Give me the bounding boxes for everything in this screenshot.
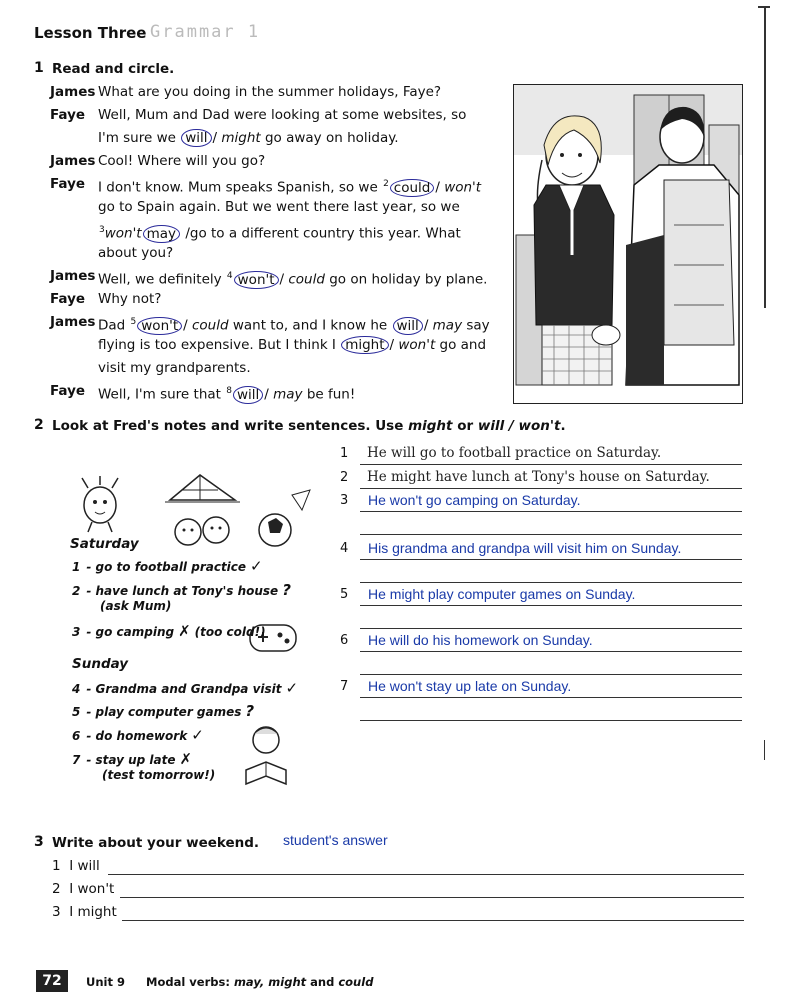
write-row-prompt: I might	[69, 904, 117, 920]
option-separator: /	[435, 179, 445, 196]
answer-line-extra[interactable]	[360, 700, 742, 721]
dialogue-line	[50, 150, 500, 173]
note-text: - go camping	[86, 625, 175, 639]
option-circled[interactable]: may	[143, 225, 180, 243]
speaker-name: Faye	[50, 107, 86, 123]
option-circled[interactable]: won't	[234, 271, 279, 289]
speaker-name	[50, 357, 98, 380]
line-text: Well, we definitely	[98, 271, 226, 288]
note-number: 3	[72, 625, 81, 639]
exercise-2-heading	[52, 418, 566, 434]
note-extra: (too cold!)	[194, 625, 266, 639]
dialogue-line	[50, 104, 500, 127]
option-alternative: won't	[444, 179, 482, 196]
line-text: go to a different country this year. What	[189, 225, 461, 242]
write-row-number: 3	[52, 904, 61, 920]
line-text: Well, Mum and Dad were looking at some websites, so	[98, 107, 467, 123]
line-text: Cool! Where will you go?	[98, 153, 266, 169]
option-circled[interactable]: might	[341, 336, 388, 354]
exercise-2-number: 2	[34, 417, 44, 433]
dialogue-line	[50, 380, 500, 407]
dialogue-line	[50, 357, 500, 380]
margin-line	[764, 8, 766, 308]
option-separator: /	[181, 225, 190, 242]
dialogue-line	[50, 334, 500, 357]
dialogue-text	[98, 127, 500, 150]
dialogue-text	[98, 357, 500, 380]
line-text: go and	[435, 337, 487, 353]
write-row-prompt: I will	[69, 858, 100, 874]
illustration-frame	[513, 84, 743, 404]
dialogue-text	[98, 81, 500, 104]
item-number: 2	[383, 179, 389, 189]
tent-icon	[165, 475, 240, 502]
line-text: be fun!	[302, 386, 356, 403]
footer-topic	[146, 975, 373, 989]
speaker-name: Faye	[50, 291, 86, 307]
notes-sunday-heading: Sunday	[72, 656, 129, 672]
dialogue-line	[50, 196, 500, 219]
friends-icon	[175, 517, 229, 545]
line-text: visit my grandparents.	[98, 360, 251, 376]
note-subtext: (test tomorrow!)	[102, 768, 216, 782]
note-number: 1	[72, 560, 81, 574]
note-number: 6	[72, 729, 81, 743]
write-row-number: 1	[52, 858, 61, 874]
note-item	[72, 557, 267, 575]
option-circled[interactable]: could	[390, 179, 435, 197]
students-illustration	[514, 85, 742, 403]
write-row-number: 2	[52, 881, 61, 897]
speaker-name: Faye	[50, 176, 86, 192]
option-circled[interactable]: will	[393, 317, 423, 335]
answer-number: 3	[340, 493, 349, 508]
dialogue-text	[98, 150, 500, 173]
answer-number: 2	[340, 470, 349, 485]
note-item	[72, 622, 270, 640]
speaker-name	[50, 242, 98, 265]
note-text: - Grandma and Grandpa visit	[86, 682, 282, 696]
line-text: Why not?	[98, 291, 162, 307]
football-icon	[259, 490, 310, 546]
option-alternative: may	[273, 386, 303, 403]
line-text: about you?	[98, 245, 174, 261]
write-row-prompt: I won't	[69, 881, 115, 897]
exercise-2-heading-will: will / won't	[477, 418, 561, 434]
speaker-name: James	[50, 314, 96, 330]
write-line-3[interactable]	[122, 904, 744, 921]
lesson-title: Lesson Three	[34, 24, 147, 42]
option-separator: /	[183, 317, 192, 334]
answer-text: He might play computer games on Sunday.	[368, 586, 636, 602]
line-text: What are you doing in the summer holidays, Faye?	[98, 84, 442, 100]
answer-number: 6	[340, 633, 349, 648]
option-alternative: could	[191, 317, 229, 334]
note-text: - have lunch at Tony's house	[86, 584, 279, 598]
speaker-name	[50, 334, 98, 357]
answer-number: 1	[340, 446, 349, 461]
dialogue-text	[98, 104, 500, 127]
student-answer-note: student's answer	[283, 832, 388, 848]
footer-topic-pre: Modal verbs:	[146, 975, 234, 989]
line-text: go to Spain again. But we went there last year, so we	[98, 199, 460, 215]
dialogue-text	[98, 380, 500, 407]
answer-line-extra[interactable]	[360, 514, 742, 535]
note-item	[72, 581, 295, 613]
answer-number: 7	[340, 679, 349, 694]
exercise-2-heading-text: Look at Fred's notes and write sentences. Use	[52, 418, 409, 434]
answer-number: 4	[340, 541, 349, 556]
note-item	[72, 702, 258, 720]
line-text: flying is too expensive. But I think I	[98, 337, 341, 353]
write-line-2[interactable]	[120, 881, 744, 898]
exercise-2-heading-might: might	[408, 418, 453, 434]
item-number: 4	[226, 271, 233, 281]
note-mark: ✓	[250, 557, 263, 575]
exercise-3-number: 3	[34, 834, 44, 850]
line-text: say	[462, 317, 490, 334]
write-line-1[interactable]	[108, 858, 744, 875]
note-mark: ✓	[285, 679, 299, 697]
note-number: 5	[72, 705, 81, 719]
notes-saturday-heading: Saturday	[70, 536, 139, 552]
footer-topic-could: could	[338, 975, 374, 989]
line-text: go away on holiday.	[260, 130, 399, 146]
note-text: - go to football practice	[86, 560, 247, 574]
line-text: Dad	[98, 317, 130, 334]
exercise-2-heading-or: or	[452, 418, 478, 434]
clock-icon	[82, 476, 118, 532]
note-mark: ✗	[178, 622, 191, 640]
dialogue-line	[50, 81, 500, 104]
item-number: 3	[99, 225, 105, 235]
dialogue-text	[98, 242, 500, 265]
option-separator: /	[279, 271, 289, 288]
note-number: 4	[72, 682, 81, 696]
dialogue-line	[50, 127, 500, 150]
note-item	[72, 726, 208, 744]
answer-line-extra[interactable]	[360, 608, 742, 629]
note-item	[72, 679, 302, 697]
footer-topic-and: and	[306, 975, 339, 989]
dialogue-text	[98, 196, 500, 219]
answer-line-extra[interactable]	[360, 562, 742, 583]
note-mark: ✗	[179, 750, 193, 768]
margin-mark-small	[764, 740, 765, 760]
write-row-3	[52, 904, 117, 920]
footer-topic-modals: may, might	[233, 975, 307, 989]
dialogue-line	[50, 242, 500, 265]
answer-text: He might have lunch at Tony's house on Saturday.	[367, 469, 710, 485]
option-alternative: won't	[104, 225, 142, 242]
exercise-3-heading: Write about your weekend.	[52, 835, 260, 851]
note-mark: ?	[245, 702, 255, 720]
answer-text: He will do his homework on Sunday.	[368, 632, 593, 648]
note-mark: ?	[282, 581, 291, 599]
write-row-2	[52, 881, 114, 897]
grammar-stamp: Grammar 1	[150, 22, 261, 42]
exercise-2-heading-end: .	[560, 418, 566, 434]
margin-tick	[758, 6, 770, 8]
note-mark: ✓	[191, 726, 204, 744]
dialogue-text	[98, 334, 500, 357]
answer-text: His grandma and grandpa will visit him on Sunday.	[368, 540, 682, 556]
line-text: want to, and I know he	[228, 317, 392, 334]
line-text: go on holiday by plane.	[324, 271, 488, 288]
item-number: 8	[226, 386, 232, 396]
answer-line-extra[interactable]	[360, 654, 742, 675]
write-row-1	[52, 858, 100, 874]
option-circled[interactable]: will	[181, 129, 211, 147]
line-text: I don't know. Mum speaks Spanish, so we	[98, 179, 383, 196]
answer-text: He will go to football practice on Saturday.	[367, 445, 662, 461]
exercise-1-number: 1	[34, 60, 44, 76]
item-number: 5	[130, 317, 137, 327]
option-separator: /	[389, 337, 399, 353]
option-separator: /	[423, 317, 433, 334]
note-text: - play computer games	[86, 705, 242, 719]
speaker-name	[50, 196, 98, 219]
footer-unit: Unit 9	[86, 975, 125, 989]
note-subtext: (ask Mum)	[100, 599, 172, 613]
note-item	[72, 750, 215, 782]
reading-boy-icon	[238, 720, 298, 790]
speaker-name	[50, 127, 98, 150]
note-number: 7	[72, 753, 81, 767]
exercise-1-heading: Read and circle.	[52, 61, 175, 77]
note-text: - do homework	[86, 729, 188, 743]
answer-number: 5	[340, 587, 349, 602]
answer-text: He won't go camping on Saturday.	[368, 492, 581, 508]
page-number-badge: 72	[36, 970, 68, 992]
speaker-name: James	[50, 84, 96, 100]
note-text: - stay up late	[86, 753, 176, 767]
note-number: 2	[72, 584, 81, 598]
dialogue-text	[98, 288, 500, 311]
speaker-name: James	[50, 268, 96, 284]
option-separator: /	[264, 386, 274, 403]
option-circled[interactable]: won't	[137, 317, 182, 335]
dialogue-line	[50, 288, 500, 311]
line-text: I'm sure we	[98, 130, 181, 146]
option-circled[interactable]: will	[233, 386, 263, 404]
speaker-name: James	[50, 153, 96, 169]
option-alternative: might	[221, 130, 261, 146]
option-separator: /	[212, 130, 222, 146]
option-alternative: could	[288, 271, 325, 288]
answer-text: He won't stay up late on Sunday.	[368, 678, 572, 694]
option-alternative: won't	[398, 337, 436, 353]
line-text: Well, I'm sure that	[98, 386, 226, 403]
speaker-name: Faye	[50, 383, 86, 399]
option-alternative: may	[432, 317, 463, 334]
